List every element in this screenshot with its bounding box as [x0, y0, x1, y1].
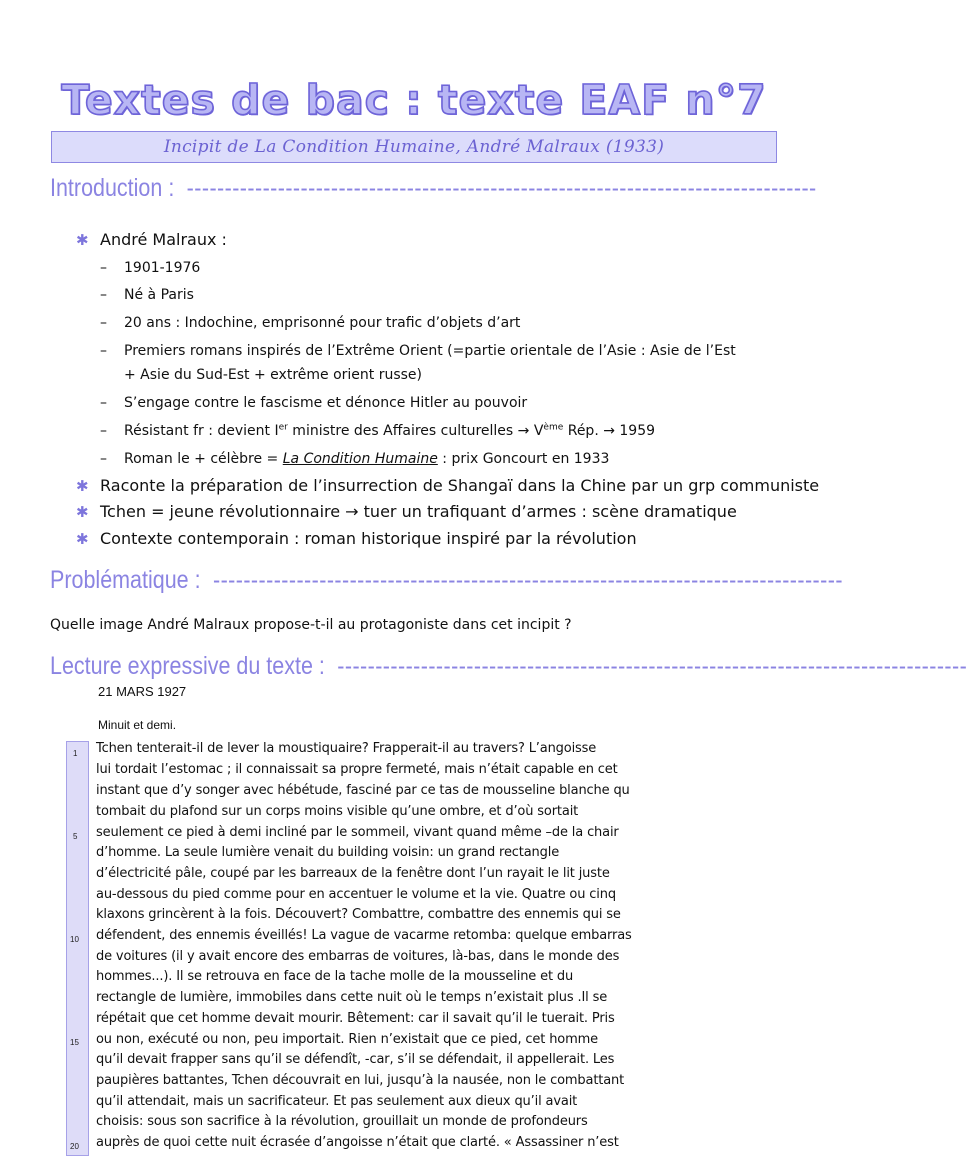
fact-text: S’engage contre le fascisme et dénonce Hitler au pouvoir	[124, 395, 528, 411]
fact-text: 1901-1976	[124, 260, 201, 276]
text-line: lui tordait l’estomac ; il connaissait sa propre fermeté, mais n’était capable en cet	[96, 762, 618, 777]
list-item: – 20 ans : Indochine, emprisonné pour trafic d’objets d’art	[100, 315, 521, 331]
author-label: André Malraux :	[100, 230, 227, 249]
fact-text: Né à Paris	[124, 287, 194, 303]
book-title: La Condition Humaine	[282, 451, 438, 467]
list-item-roman: – Roman le + célèbre = La Condition Humaine : prix Goncourt en 1933	[100, 451, 610, 467]
line-number: 15	[70, 1038, 79, 1047]
text-line: hommes...). Il se retrouva en face de la tache molle de la mousseline et du	[96, 969, 574, 984]
text-line: de voitures (il y avait encore des embarras de voitures, là-bas, dans le monde des	[96, 949, 620, 964]
list-item	[76, 477, 819, 495]
list-item-continuation	[100, 366, 422, 384]
superscript-er: er	[278, 422, 288, 433]
text-line: seulement ce pied à demi incliné par le sommeil, vivant quand même –de la chair	[96, 825, 619, 840]
resistant-text-1: Résistant fr : devient I	[124, 423, 279, 439]
line-number-bar	[66, 741, 89, 1156]
subtitle: Incipit de La Condition Humaine, André Malraux (1933)	[163, 137, 665, 157]
line-number: 1	[73, 749, 78, 758]
fact-text: 20 ans : Indochine, emprisonné pour trafic d’objets d’art	[124, 315, 521, 331]
line-number: 20	[70, 1142, 79, 1151]
heading-dashes: -----------------------------------------------------------------------------------	[330, 652, 967, 680]
list-item-author	[76, 231, 227, 249]
superscript-eme: ème	[543, 422, 564, 433]
roman-text-1: Roman le + célèbre =	[124, 451, 283, 467]
text-line: qu’il attendait, mais un sacrificateur. Et pas seulement aux dieux qu’il avait	[96, 1094, 578, 1109]
fact-text: + Asie du Sud-Est + extrême orient russe)	[124, 367, 423, 383]
asterisk-bullet-icon: ✱	[76, 530, 89, 548]
asterisk-bullet-icon: ✱	[76, 231, 89, 249]
text-line: d’homme. La seule lumière venait du building voisin: un grand rectangle	[96, 845, 560, 860]
point-text: Tchen = jeune révolutionnaire → tuer un trafiquant d’armes : scène dramatique	[100, 502, 737, 521]
text-line: auprès de quoi cette nuit écrasée d’angoisse n’était que clarté. « Assassiner n’est	[96, 1135, 619, 1150]
text-line: au-dessous du pied comme pour en accentuer le volume et la vie. Quatre ou cinq	[96, 887, 616, 902]
resistant-text-2: ministre des Affaires culturelles → V	[287, 423, 544, 439]
fact-text: Premiers romans inspirés de l’Extrême Orient (=partie orientale de l’Asie : Asie de l’Est	[124, 343, 736, 359]
point-text: Contexte contemporain : roman historique inspiré par la révolution	[100, 529, 637, 548]
section-heading-lecture	[50, 651, 967, 681]
list-item: – Premiers romans inspirés de l’Extrême Orient (=partie orientale de l’Asie : Asie de l’Est	[100, 343, 736, 359]
heading-dashes: -----------------------------------------------------------------------------------	[206, 566, 843, 594]
text-line: d’électricité pâle, coupé par les barreaux de la fenêtre dont l’un rayait le lit juste	[96, 866, 610, 881]
list-item-resistant: – Résistant fr : devient Ier ministre des Affaires culturelles → Vème Rép. → 1959	[100, 422, 656, 439]
text-line: rectangle de lumière, immobiles dans cette nuit où le temps n’existait plus .Il se	[96, 990, 608, 1005]
text-line: instant que d’y songer avec hébétude, fasciné par ce tas de mousseline blanche qu	[96, 783, 630, 798]
text-line: choisis: sous son sacrifice à la révolution, grouillait un monde de profondeurs	[96, 1114, 588, 1129]
list-item	[76, 530, 637, 548]
section-introduction-label: Introduction :	[50, 174, 175, 202]
problematique-question: Quelle image André Malraux propose-t-il au protagoniste dans cet incipit ?	[50, 617, 572, 633]
section-problematique-label: Problématique :	[50, 566, 201, 594]
section-lecture-label: Lecture expressive du texte :	[50, 652, 325, 680]
text-date: 21 MARS 1927	[98, 684, 187, 699]
text-line: klaxons grincèrent à la fois. Découvert? Combattre, combattre des ennemis qui se	[96, 907, 621, 922]
text-line: défendent, des ennemis éveillés! La vague de vacarme retomba: quelque embarras	[96, 928, 632, 943]
list-item: – S’engage contre le fascisme et dénonce Hitler au pouvoir	[100, 395, 528, 411]
asterisk-bullet-icon: ✱	[76, 503, 89, 521]
list-item: – Né à Paris	[100, 287, 194, 303]
text-line: tombait du plafond sur un corps moins visible qu’une ombre, et d’où sortait	[96, 804, 579, 819]
list-item	[76, 503, 737, 521]
resistant-text-3: Rép. → 1959	[563, 423, 656, 439]
line-number: 5	[73, 832, 78, 841]
text-line: Tchen tenterait-il de lever la moustiquaire? Frapperait-il au travers? L’angoisse	[96, 741, 597, 756]
text-time: Minuit et demi.	[98, 718, 177, 732]
point-text: Raconte la préparation de l’insurrection de Shangaï dans la Chine par un grp communiste	[100, 476, 820, 495]
main-title: Textes de bac : texte EAF n°7	[61, 76, 767, 124]
section-heading-introduction	[50, 173, 817, 203]
list-item: – 1901-1976	[100, 260, 201, 276]
line-number: 10	[70, 935, 79, 944]
text-line: répétait que cet homme devait mourir. Bêtement: car il savait qu’il le tuerait. Pris	[96, 1011, 615, 1026]
heading-dashes: -----------------------------------------------------------------------------------	[180, 174, 817, 202]
text-line: ou non, exécuté ou non, peu importait. Rien n’existait que ce pied, cet homme	[96, 1032, 598, 1047]
section-heading-problematique	[50, 565, 843, 595]
subtitle-box	[51, 131, 777, 163]
text-line: paupières battantes, Tchen découvrait en lui, jusqu’à la nausée, non le combattant	[96, 1073, 625, 1088]
asterisk-bullet-icon: ✱	[76, 477, 89, 495]
roman-text-2: : prix Goncourt en 1933	[437, 451, 610, 467]
text-line: qu’il devait frapper sans qu’il se défendît, -car, s’il se défendait, il appellerait. Les	[96, 1052, 615, 1067]
